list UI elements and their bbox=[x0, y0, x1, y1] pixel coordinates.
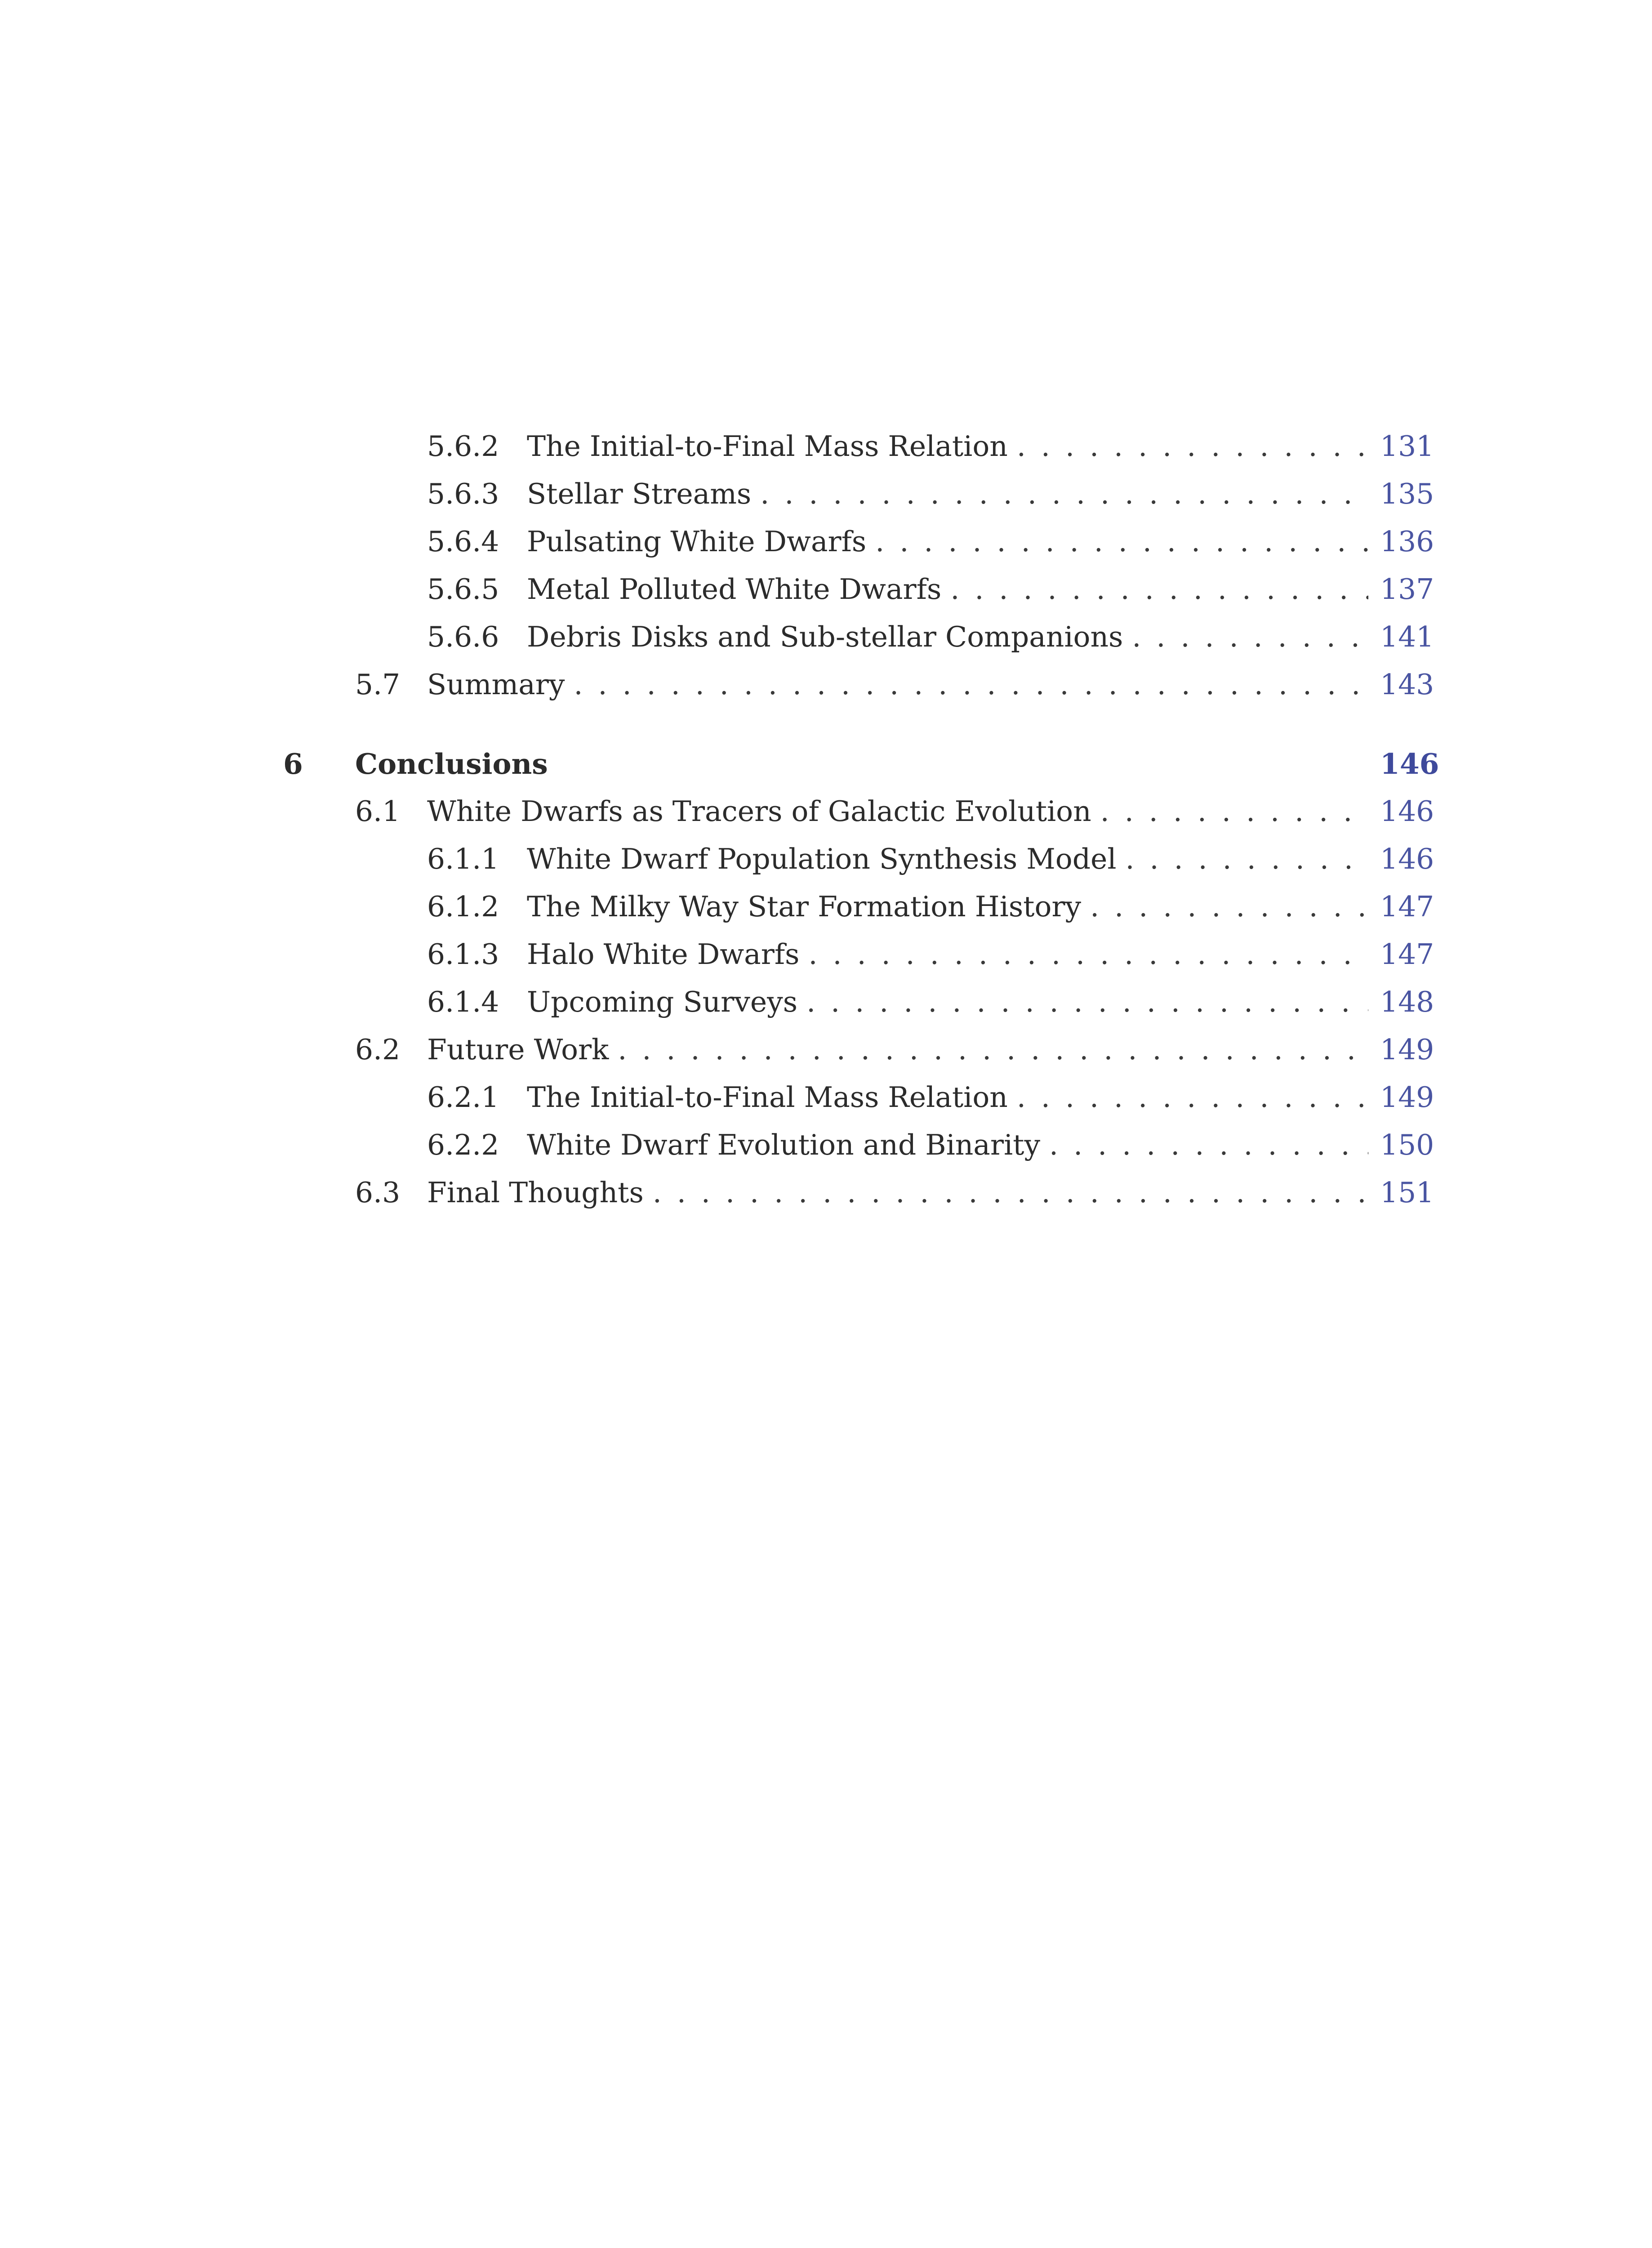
dot-leader bbox=[806, 978, 1368, 1026]
section-title[interactable]: Stellar Streams bbox=[527, 477, 752, 510]
section-title[interactable]: The Milky Way Star Formation History bbox=[527, 890, 1082, 923]
toc-entry[interactable] bbox=[283, 931, 1434, 978]
section-title[interactable]: Metal Polluted White Dwarfs bbox=[527, 573, 942, 606]
dot-leader bbox=[1100, 788, 1368, 835]
toc-entry[interactable] bbox=[283, 978, 1434, 1026]
dot-leader bbox=[1090, 883, 1368, 931]
section-number: 6.1.4 bbox=[427, 986, 499, 1018]
page-number-link[interactable]: 151 bbox=[1380, 1176, 1434, 1209]
dot-leader bbox=[760, 470, 1368, 518]
page-number-link[interactable]: 149 bbox=[1380, 1081, 1434, 1114]
page-number-link[interactable]: 146 bbox=[1380, 843, 1434, 875]
page-number-link[interactable]: 135 bbox=[1380, 477, 1434, 510]
section-title[interactable]: The Initial-to-Final Mass Relation bbox=[527, 430, 1008, 463]
page-number-link[interactable]: 149 bbox=[1380, 1033, 1434, 1066]
page-number-link[interactable]: 148 bbox=[1380, 986, 1434, 1018]
page-number-link[interactable]: 147 bbox=[1380, 938, 1434, 971]
section-title[interactable]: The Initial-to-Final Mass Relation bbox=[527, 1081, 1008, 1114]
toc-entry[interactable] bbox=[283, 883, 1434, 931]
section-title[interactable]: White Dwarfs as Tracers of Galactic Evolution bbox=[427, 795, 1091, 828]
dot-leader bbox=[653, 1169, 1368, 1217]
dot-leader bbox=[1132, 613, 1368, 661]
section-title[interactable]: White Dwarf Evolution and Binarity bbox=[527, 1128, 1041, 1161]
page-number-link[interactable]: 146 bbox=[1380, 747, 1439, 781]
page-number-link[interactable]: 137 bbox=[1380, 573, 1434, 606]
section-number: 6.1.1 bbox=[427, 843, 499, 875]
dot-leader bbox=[1017, 423, 1368, 470]
section-number: 6.1 bbox=[355, 795, 401, 828]
toc-entry[interactable] bbox=[283, 613, 1434, 661]
dot-leader bbox=[1125, 835, 1368, 883]
toc-entry[interactable] bbox=[283, 423, 1434, 470]
section-number: 5.6.5 bbox=[427, 573, 499, 606]
section-number: 5.6.6 bbox=[427, 620, 499, 653]
toc-entry[interactable] bbox=[283, 1026, 1434, 1074]
dot-leader bbox=[1017, 1074, 1368, 1121]
section-number: 5.6.4 bbox=[427, 525, 499, 558]
section-title[interactable]: Pulsating White Dwarfs bbox=[527, 525, 867, 558]
page-number-link[interactable]: 146 bbox=[1380, 795, 1434, 828]
page-number-link[interactable]: 131 bbox=[1380, 430, 1434, 463]
page-number-link[interactable]: 143 bbox=[1380, 668, 1434, 701]
section-title[interactable]: Final Thoughts bbox=[427, 1176, 644, 1209]
toc-entry[interactable] bbox=[283, 470, 1434, 518]
dot-leader bbox=[950, 566, 1368, 613]
dot-leader bbox=[808, 931, 1368, 978]
table-of-contents bbox=[283, 423, 1439, 1217]
page-number-link[interactable]: 136 bbox=[1380, 525, 1434, 558]
dot-leader bbox=[1049, 1121, 1368, 1169]
section-number: 5.6.3 bbox=[427, 477, 499, 510]
page-number-link[interactable]: 141 bbox=[1380, 620, 1434, 653]
toc-chapter-entry[interactable] bbox=[283, 740, 1439, 788]
section-title[interactable]: Halo White Dwarfs bbox=[527, 938, 800, 971]
toc-entry[interactable] bbox=[283, 835, 1434, 883]
chapter-number: 6 bbox=[283, 747, 303, 781]
section-title[interactable]: Debris Disks and Sub-stellar Companions bbox=[527, 620, 1123, 653]
chapter-title[interactable]: Conclusions bbox=[355, 747, 548, 781]
dot-leader bbox=[875, 518, 1368, 566]
toc-entry[interactable] bbox=[283, 1074, 1434, 1121]
section-title[interactable]: Future Work bbox=[427, 1033, 609, 1066]
section-number: 6.3 bbox=[355, 1176, 401, 1209]
section-number: 6.2.1 bbox=[427, 1081, 499, 1114]
section-number: 6.1.2 bbox=[427, 890, 499, 923]
toc-entry[interactable] bbox=[283, 566, 1434, 613]
toc-entry[interactable] bbox=[283, 661, 1434, 709]
section-number: 5.6.2 bbox=[427, 430, 499, 463]
dot-leader bbox=[618, 1026, 1368, 1074]
section-title[interactable]: White Dwarf Population Synthesis Model bbox=[527, 843, 1117, 875]
page-number-link[interactable]: 147 bbox=[1380, 890, 1434, 923]
section-title[interactable]: Summary bbox=[427, 668, 565, 701]
page-number-link[interactable]: 150 bbox=[1380, 1128, 1434, 1161]
section-number: 6.1.3 bbox=[427, 938, 499, 971]
toc-entry[interactable] bbox=[283, 1169, 1434, 1217]
dot-leader bbox=[574, 661, 1368, 709]
section-number: 6.2.2 bbox=[427, 1128, 499, 1161]
section-title[interactable]: Upcoming Surveys bbox=[527, 986, 798, 1018]
section-number: 5.7 bbox=[355, 668, 401, 701]
section-number: 6.2 bbox=[355, 1033, 401, 1066]
toc-entry[interactable] bbox=[283, 788, 1434, 835]
toc-entry[interactable] bbox=[283, 1121, 1434, 1169]
toc-entry[interactable] bbox=[283, 518, 1434, 566]
